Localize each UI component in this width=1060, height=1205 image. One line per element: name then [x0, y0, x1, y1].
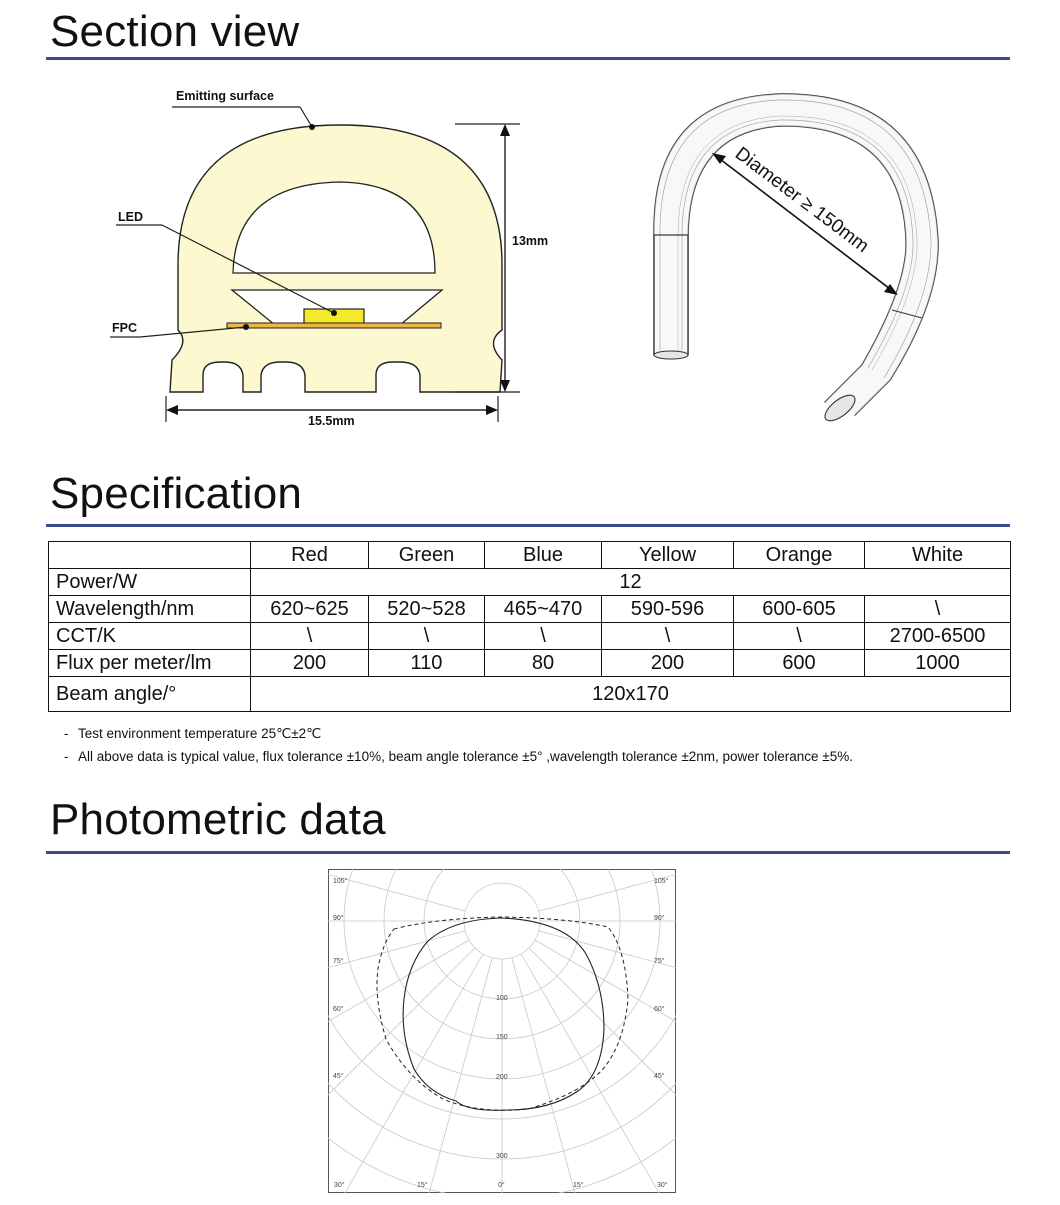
polar-angle-label: 60° [654, 1006, 665, 1013]
polar-grid-spoke [328, 940, 469, 1131]
polar-grid-spoke [529, 948, 676, 1193]
table-cell: \ [602, 623, 734, 650]
polar-grid-spoke [328, 869, 465, 911]
polar-angle-label: 15° [417, 1182, 428, 1189]
table-row [49, 650, 1011, 677]
table-header-row [49, 542, 1011, 569]
polar-radial-label: 100 [496, 995, 508, 1002]
note-text: Test environment temperature 25℃±2℃ [78, 726, 322, 741]
polar-angle-label: 45° [333, 1073, 344, 1080]
polar-angle-label: 90° [333, 915, 344, 922]
column-header: Orange [734, 542, 865, 569]
note-text: All above data is typical value, flux tolerance ±10%, beam angle tolerance ±5° ,wavelength tolerance ±2nm, power tolerance ±5%. [78, 749, 853, 764]
table-cell: 80 [485, 650, 602, 677]
emitting-dot [309, 124, 315, 130]
table-cell: 200 [251, 650, 369, 677]
emitting-leader [300, 107, 312, 127]
column-header: White [865, 542, 1011, 569]
polar-angle-label: 90° [654, 915, 665, 922]
polar-angle-label: 75° [333, 958, 344, 965]
polar-angle-label: 0° [498, 1182, 505, 1189]
specification-title: Specification [50, 469, 303, 518]
column-header: Yellow [602, 542, 734, 569]
cross-section-diagram [100, 80, 520, 430]
polar-angle-label: 30° [657, 1182, 668, 1189]
table-cell: 590-596 [602, 596, 734, 623]
table-cell: 200 [602, 650, 734, 677]
table-corner-cell [49, 542, 251, 569]
polar-radial-label: 150 [496, 1034, 508, 1041]
polar-angle-label: 75° [654, 958, 665, 965]
column-header: Blue [485, 542, 602, 569]
table-row [49, 596, 1011, 623]
led-dot [331, 310, 337, 316]
table-cell: 120x170 [251, 677, 1011, 712]
table-cell: \ [369, 623, 485, 650]
table-cell: \ [734, 623, 865, 650]
note-dash: - [64, 749, 69, 764]
diameter-arrow [716, 156, 894, 292]
table-cell: 600 [734, 650, 865, 677]
led-label: LED [118, 210, 143, 224]
table-cell: 110 [369, 650, 485, 677]
polar-grid-spoke [539, 869, 676, 911]
polar-angle-label: 60° [333, 1006, 344, 1013]
table-cell: 2700-6500 [865, 623, 1011, 650]
fpc-label: FPC [112, 321, 137, 335]
polar-grid-spoke [539, 931, 676, 1030]
width-label: 15.5mm [308, 414, 355, 428]
note-item [64, 749, 853, 764]
column-header: Red [251, 542, 369, 569]
intensity-curve-dashed [377, 917, 628, 1110]
table-cell: 620~625 [251, 596, 369, 623]
fpc-strip [227, 323, 441, 328]
bent-strip-drawing [630, 80, 960, 430]
row-header: Wavelength/nm [49, 596, 251, 623]
photometric-title: Photometric data [50, 795, 386, 844]
table-cell: 520~528 [369, 596, 485, 623]
section-view-rule [46, 57, 1010, 60]
polar-radial-label: 300 [496, 1153, 508, 1160]
table-cell: \ [251, 623, 369, 650]
row-header: Flux per meter/lm [49, 650, 251, 677]
polar-angle-label: 105° [654, 878, 669, 885]
polar-grid-spoke [328, 948, 475, 1193]
polar-radial-label: 200 [496, 1074, 508, 1081]
table-row [49, 569, 1011, 596]
table-cell: 465~470 [485, 596, 602, 623]
note-dash: - [64, 726, 69, 741]
table-row [49, 623, 1011, 650]
table-cell: 12 [251, 569, 1011, 596]
polar-angle-label: 45° [654, 1073, 665, 1080]
row-header: Power/W [49, 569, 251, 596]
specification-rule [46, 524, 1010, 527]
height-label: 13mm [512, 234, 549, 248]
table-cell: 600-605 [734, 596, 865, 623]
photometric-rule [46, 851, 1010, 854]
table-cell: \ [865, 596, 1011, 623]
polar-angle-label: 15° [573, 1182, 584, 1189]
table-cell: 1000 [865, 650, 1011, 677]
column-header: Green [369, 542, 485, 569]
polar-angle-label: 105° [333, 878, 348, 885]
table-cell: \ [485, 623, 602, 650]
note-item [64, 726, 321, 742]
fpc-dot [243, 324, 249, 330]
table-row [49, 677, 1011, 712]
polar-chart [328, 869, 676, 1193]
polar-angle-label: 30° [334, 1182, 345, 1189]
diameter-label: Diameter ≥ 150mm [730, 143, 873, 258]
emitting-surface-label: Emitting surface [176, 89, 274, 103]
row-header: CCT/K [49, 623, 251, 650]
section-view-title: Section view [50, 7, 300, 56]
polar-grid-spoke [328, 931, 465, 1030]
row-header: Beam angle/° [49, 677, 251, 712]
spec-table [48, 541, 1011, 712]
